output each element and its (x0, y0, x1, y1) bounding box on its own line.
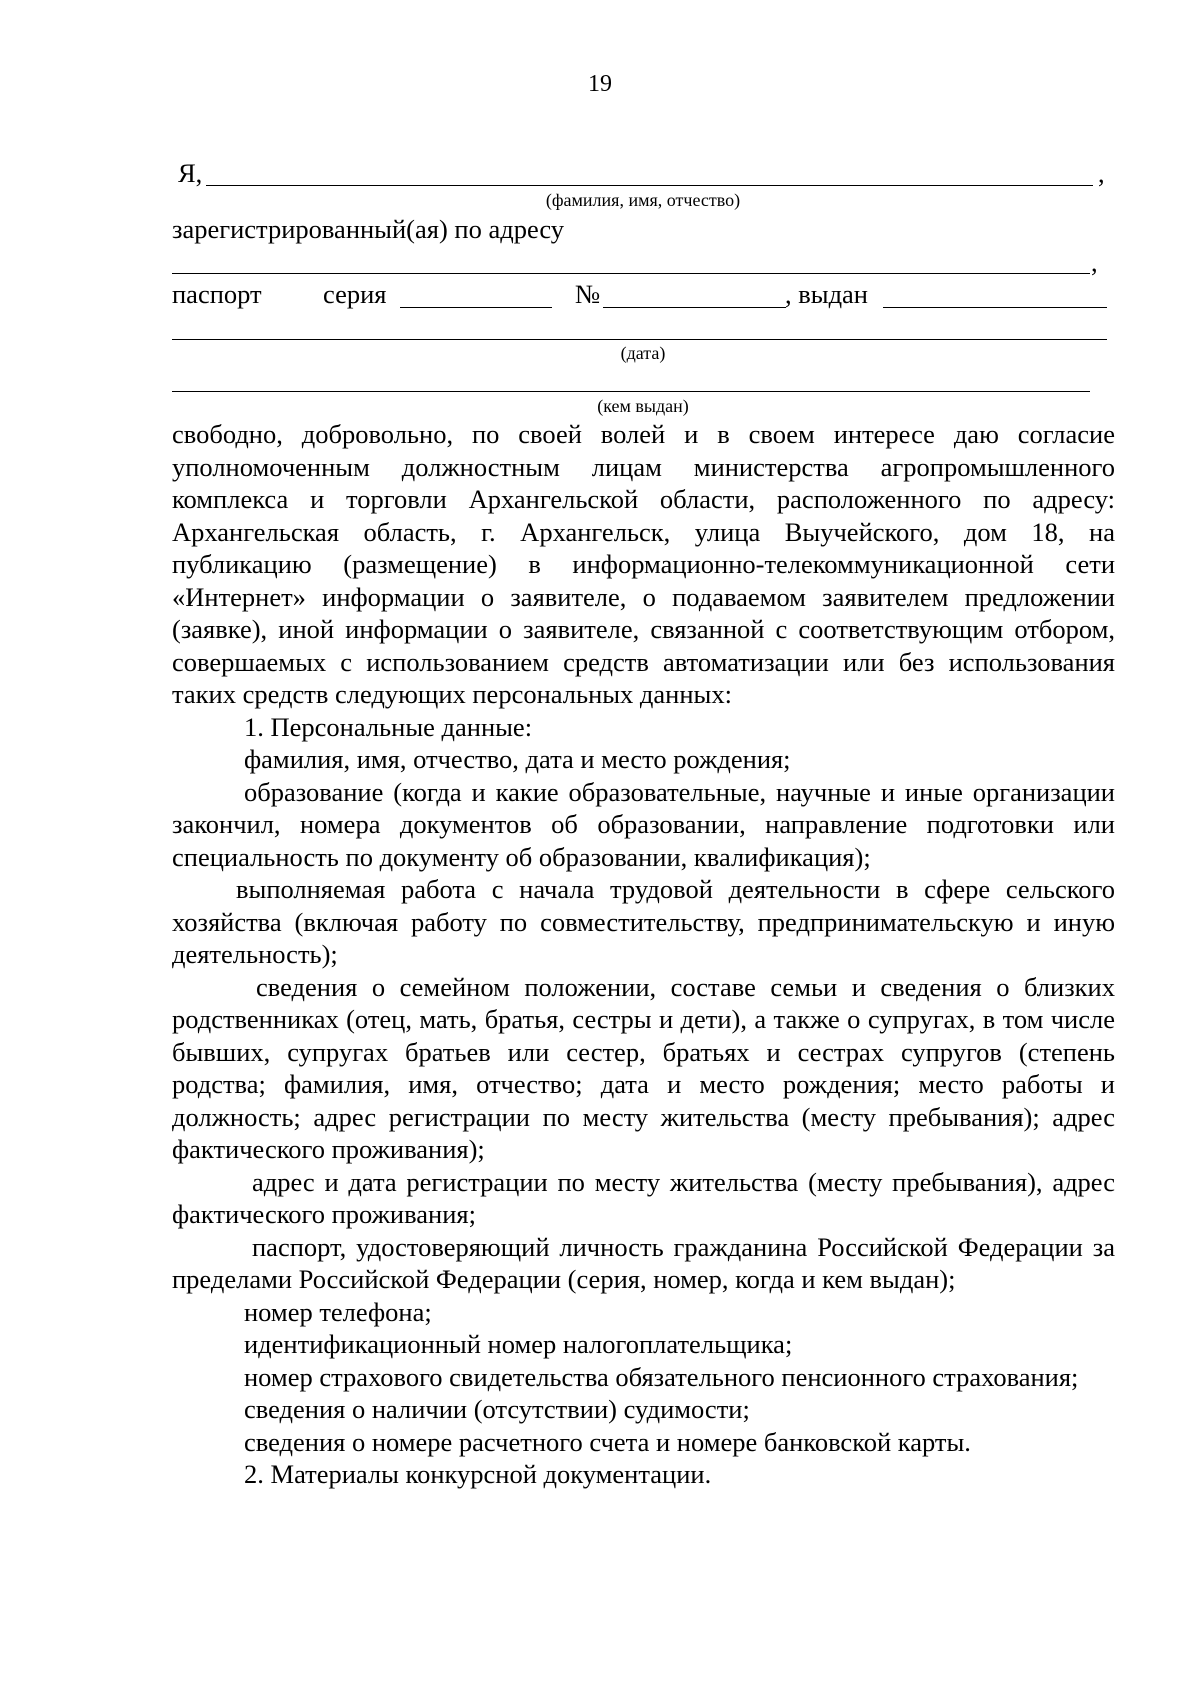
number-blank-line[interactable] (603, 307, 786, 308)
date-caption: (дата) (620, 343, 666, 363)
personal-data-item: адрес и дата регистрации по месту жительства (месту пребывания), адрес фактического проживания; (172, 1166, 1115, 1229)
personal-data-item: выполняемая работа с начала трудовой деятельности в сфере сельского хозяйства (включая работу по совместительству, предпринимательскую и иную деятельность); (172, 874, 1115, 969)
passport-label: паспорт (172, 279, 262, 309)
personal-data-item: номер телефона; (244, 1296, 432, 1327)
issued-blank-line[interactable] (883, 307, 1107, 308)
date-blank-line[interactable] (172, 339, 1107, 340)
number-label: № (575, 279, 601, 309)
personal-data-item: сведения о наличии (отсутствии) судимости; (244, 1394, 750, 1424)
address-trailing-comma: , (1091, 247, 1098, 277)
series-label: серия (323, 279, 387, 309)
fio-blank-line[interactable] (206, 185, 1093, 186)
issued-label: , выдан (785, 279, 868, 309)
page-number: 19 (588, 71, 612, 97)
personal-data-item: паспорт, удостоверяющий личность гражданина Российской Федерации за пределами Российской Федерации (серия, номер, когда и кем выдан); (172, 1231, 1115, 1294)
personal-data-item: сведения о семейном положении, составе семьи и сведения о близких родственниках (отец, мать, братья, сестры и дети), а также о супругах, в том числе бывших, супругах братьев или сестер, братьях и сестрах супругов (степень родства; фамилия, имя, отчество; дата и место рождения; место работы и должность; адрес регистрации по месту жительства (месту пребывания); адрес фактического проживания); (172, 971, 1115, 1164)
ya-label: Я, (178, 158, 203, 188)
fio-caption: (фамилия, имя, отчество) (545, 190, 741, 210)
consent-body (172, 418, 1115, 1491)
section-2-title: 2. Материалы конкурсной документации. (244, 1459, 712, 1489)
series-blank-line[interactable] (400, 307, 552, 308)
address-blank-line[interactable] (172, 273, 1090, 274)
personal-data-item: сведения о номере расчетного счета и номере банковской карты. (244, 1426, 971, 1457)
personal-data-item: идентификационный номер налогоплательщика; (244, 1329, 793, 1359)
section-1-title: 1. Персональные данные: (244, 711, 533, 742)
personal-data-item: фамилия, имя, отчество, дата и место рождения; (244, 744, 791, 774)
registered-label: зарегистрированный(ая) по адресу (172, 214, 565, 244)
issuer-blank-line[interactable] (172, 391, 1090, 392)
personal-data-item: номер страхового свидетельства обязательного пенсионного страхования; (244, 1361, 1079, 1392)
personal-data-item: образование (когда и какие образовательные, научные и иные организации закончил, номера документов об образовании, направление подготовки или специальность по документу об образовании, квалификация); (172, 776, 1115, 872)
fio-trailing-comma: , (1098, 158, 1105, 188)
issuer-caption: (кем выдан) (597, 396, 689, 416)
consent-intro-paragraph: свободно, добровольно, по своей волей и в своем интересе даю согласие уполномоченным должностным лицам министерства агропромышленного комплекса и торговли Архангельской области, расположенного по адресу: Архангельская область, г. Архангельск, улица Выучейского, дом 18, на публикацию (размещение) в информационно-телекоммуникационной сети «Интернет» информации о заявителе, о подаваемом заявителем предложении (заявке), иной информации о заявителе, связанной с соответствующим отбором, совершаемых с использованием средств автоматизации или без использования таких средств следующих персональных данных: (172, 419, 1115, 709)
